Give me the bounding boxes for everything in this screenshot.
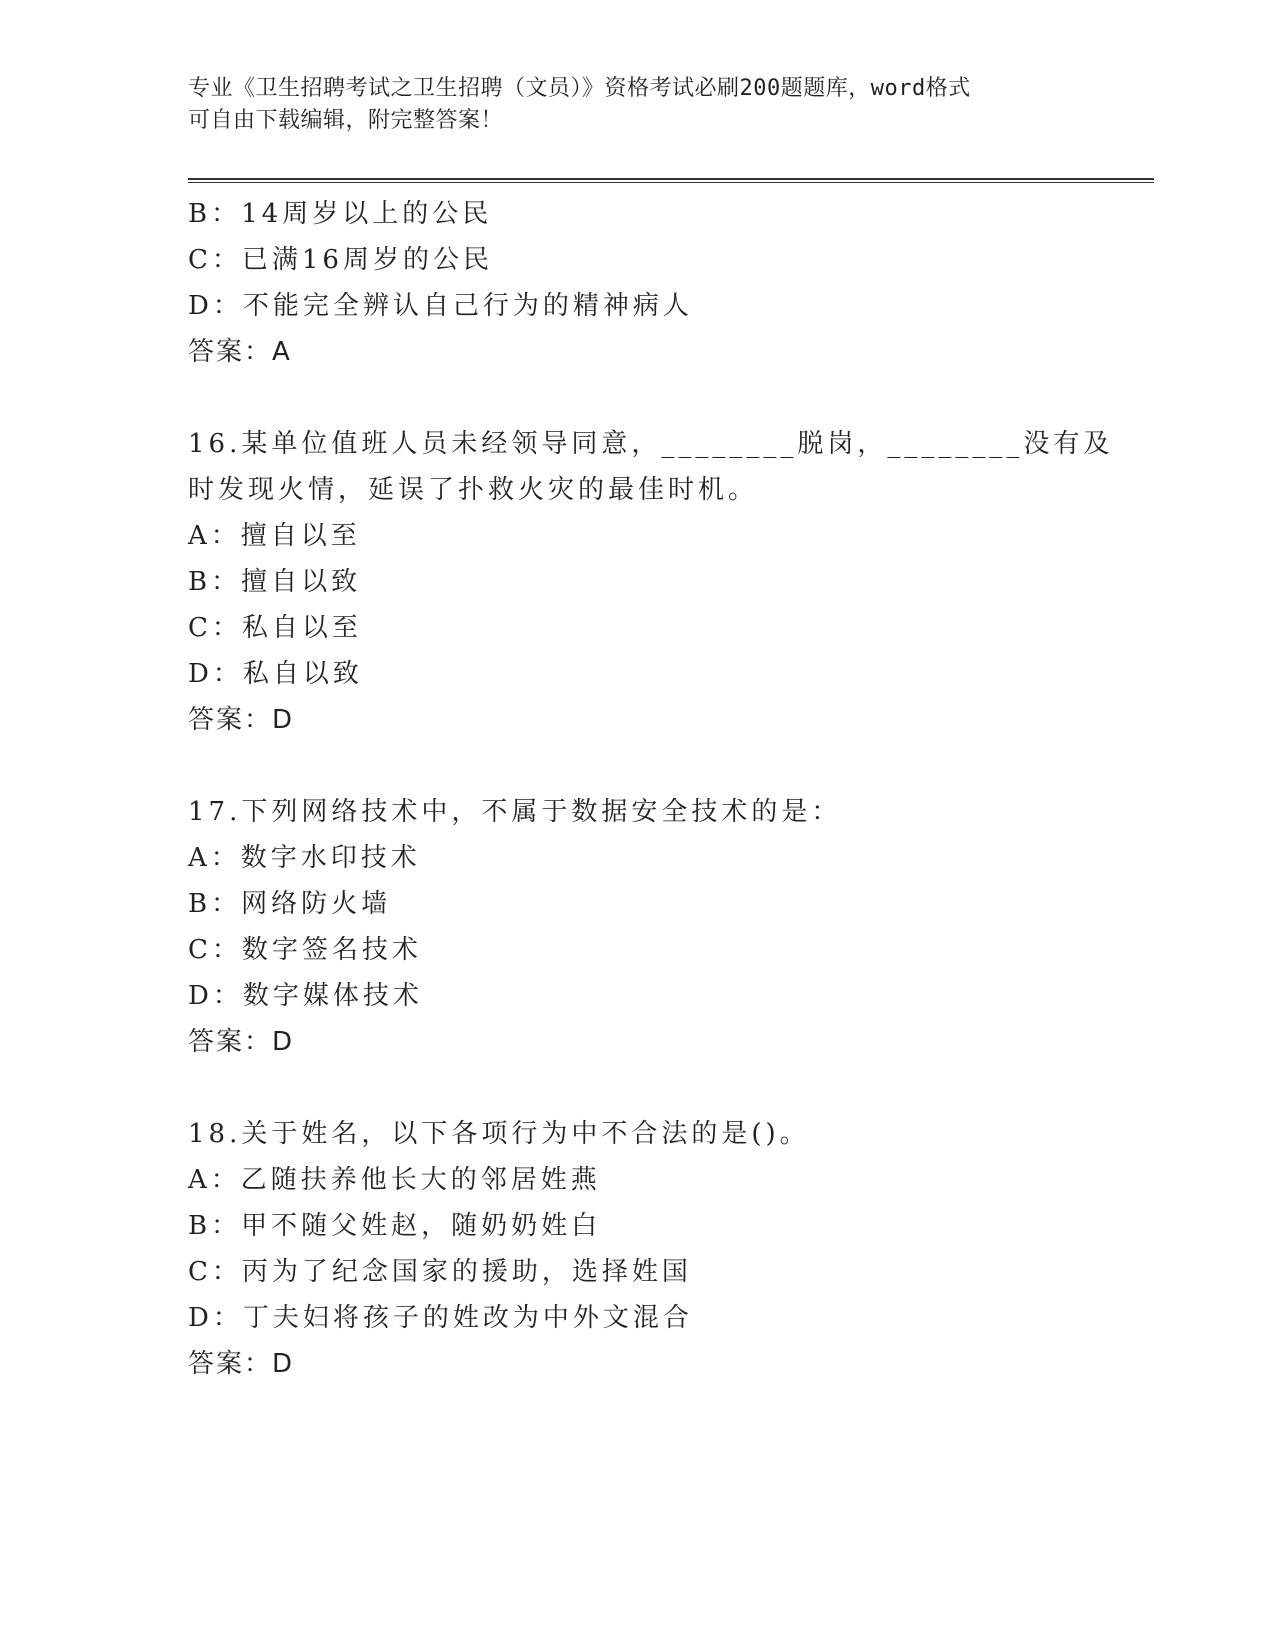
question-18 <box>188 1111 1128 1387</box>
option-b: B：甲不随父姓赵，随奶奶姓白 <box>188 1211 602 1241</box>
option-a: A：乙随扶养他长大的邻居姓燕 <box>188 1165 601 1195</box>
question-stem: 17.下列网络技术中，不属于数据安全技术的是： <box>188 797 842 827</box>
header-line-1: 专业《卫生招聘考试之卫生招聘（文员）》资格考试必刷200题题库，word格式 <box>188 76 971 101</box>
option-b: B：网络防火墙 <box>188 889 392 919</box>
question-list <box>188 191 1128 1387</box>
option-a: A：数字水印技术 <box>188 843 421 873</box>
answer-label: 答案：D <box>188 1027 295 1057</box>
option-d: D：私自以致 <box>188 659 363 689</box>
answer-label: 答案：D <box>188 1349 295 1379</box>
question-stem: 16.某单位值班人员未经领导同意，________脱岗，________没有及时发现火情，延误了扑救火灾的最佳时机。 <box>188 429 1114 505</box>
question-16 <box>188 421 1128 743</box>
option-d: D：丁夫妇将孩子的姓改为中外文混合 <box>188 1303 693 1333</box>
option-c: C：数字签名技术 <box>188 935 422 965</box>
answer-label: 答案：D <box>188 705 295 735</box>
question-15-continued <box>188 191 1128 375</box>
option-b: B：14周岁以上的公民 <box>188 199 493 229</box>
header-divider <box>188 178 1154 183</box>
option-d: D：不能完全辨认自己行为的精神病人 <box>188 291 693 321</box>
answer-label: 答案：A <box>188 337 292 367</box>
option-c: C：私自以至 <box>188 613 362 643</box>
option-b: B：擅自以致 <box>188 567 362 597</box>
question-17 <box>188 789 1128 1065</box>
option-c: C：丙为了纪念国家的援助，选择姓国 <box>188 1257 692 1287</box>
header-line-2: 可自由下载编辑，附完整答案！ <box>188 108 504 133</box>
option-a: A：擅自以至 <box>188 521 361 551</box>
option-c: C：已满16周岁的公民 <box>188 245 493 275</box>
document-header <box>188 73 1088 137</box>
question-stem: 18.关于姓名，以下各项行为中不合法的是()。 <box>188 1119 810 1149</box>
option-d: D：数字媒体技术 <box>188 981 423 1011</box>
